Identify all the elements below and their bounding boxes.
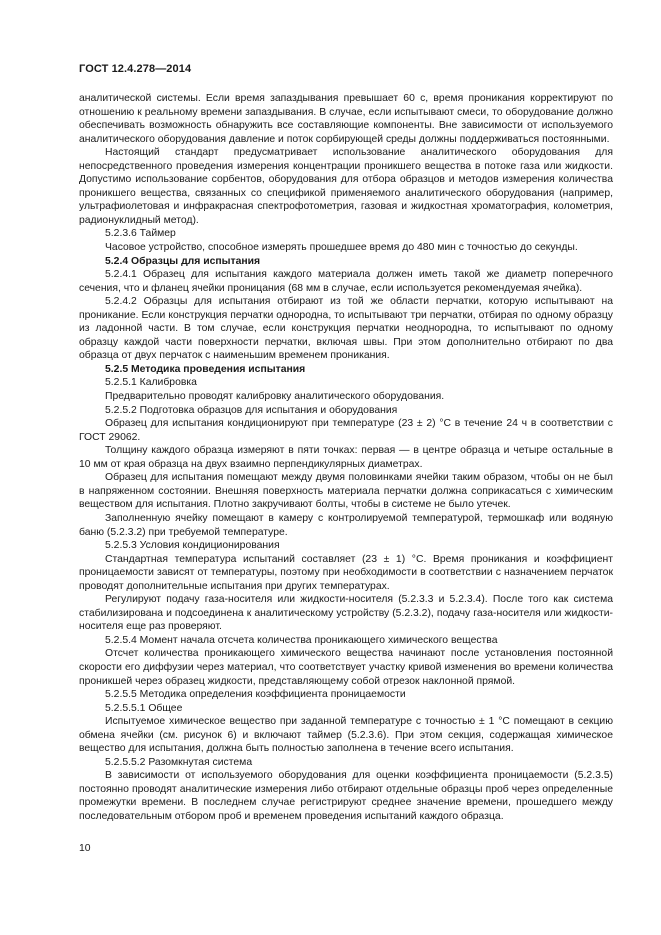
paragraph: Часовое устройство, способное измерять прошедшее время до 480 мин с точностью до секунды.: [105, 242, 578, 254]
section-heading: 5.2.3.6 Таймер: [105, 228, 176, 240]
paragraph: Предварительно проводят калибровку аналитического оборудования.: [105, 391, 445, 403]
standard-title: ГОСТ 12.4.278—2014: [79, 63, 192, 75]
section-heading: 5.2.5.3 Условия кондиционирования: [105, 540, 280, 552]
paragraph: Образец для испытания помещают между двумя половинками ячейки таким образом, чтобы он не был в напряженном состоянии. Внешняя поверхность материала перчатки должна соприкасаться с химическим веществом для испытания. Плотно закручивают болты, чтобы в системе не было утечек.: [79, 472, 613, 511]
section-heading: 5.2.5 Методика проведения испытания: [105, 363, 306, 375]
paragraph: 5.2.4.2 Образцы для испытания отбирают из той же области перчатки, которую испытывают на проникание. Если конструкция перчатки однородна, то испытывают три перчатки, отбирая по одному образцу из ладонной части. В том случае, если конструкция перчатки неоднородна, то испытывают по одному образцу каждой части поверхности перчатки, включая швы. При этом дополнительно отбирают по два образца от двух перчаток с наименьшим временем проникания.: [79, 296, 613, 362]
body-text: [79, 92, 613, 824]
paragraph: В зависимости от используемого оборудования для оценки коэффициента проницаемости (5.2.3.5) постоянно проводят аналитические измерения либо отбирают отдельные образцы проб через определенные промежутки времени. В последнем случае регистрируют среднее значение времени, прошедшего между последовательным отбором проб и временем проведения испытаний каждого образца.: [79, 770, 613, 822]
paragraph: Испытуемое химическое вещество при заданной температуре с точностью ± 1 °С помещают в секцию обмена ячейки (см. рисунок 6) и включают таймер (5.2.3.6). При этом секция, содержащая химическое вещество для испытания, должна быть полностью заполнена в течение всего испытания.: [79, 716, 613, 755]
paragraph: аналитической системы. Если время запаздывания превышает 60 с, время проникания корректируют по отношению к реальному времени запаздывания. В случае, если испытывают смеси, то оборудование должно обеспечивать возможность обнаружить все составляющие компоненты. Вне зависимости от используемого аналитического оборудования давление и поток сорбирующей среды должны поддерживаться постоянными.: [79, 93, 613, 145]
paragraph: Толщину каждого образца измеряют в пяти точках: первая — в центре образца и четыре остальные в 10 мм от края образца на двух взаимно перпендикулярных диаметрах.: [79, 445, 613, 470]
section-heading: 5.2.5.2 Подготовка образцов для испытания и оборудования: [105, 404, 398, 416]
section-heading: 5.2.5.1 Калибровка: [105, 377, 197, 389]
paragraph: Образец для испытания кондиционируют при температуре (23 ± 2) °С в течение 24 ч в соответствии с ГОСТ 29062.: [79, 418, 613, 443]
paragraph: Заполненную ячейку помещают в камеру с контролируемой температурой, термошкаф или водяную баню (5.2.3.2) при требуемой температуре.: [79, 512, 613, 538]
section-heading: 5.2.4 Образцы для испытания: [105, 255, 261, 267]
section-heading: 5.2.5.5.1 Общее: [105, 702, 183, 714]
paragraph: Стандартная температура испытаний составляет (23 ± 1) °С. Время проникания и коэффициент проницаемости зависят от температуры, поэтому при необходимости в соответствии с назначением перчаток проводят дополнительные испытания при других температурах.: [79, 553, 613, 592]
paragraph: Регулируют подачу газа-носителя или жидкости-носителя (5.2.3.3 и 5.2.3.4). После того как система стабилизирована и подсоединена к аналитическому устройству (5.2.3.2), подачу газа-носителя или жидкости-носителя еще раз проверяют.: [79, 594, 613, 633]
section-heading: 5.2.5.5.2 Разомкнутая система: [105, 756, 253, 768]
section-heading: 5.2.5.5 Методика определения коэффициента проницаемости: [105, 689, 406, 701]
paragraph: 5.2.4.1 Образец для испытания каждого материала должен иметь такой же диаметр поперечного сечения, что и фланец ячейки проницания (68 мм в случае, если используется рекомендуемая ячейка).: [79, 269, 613, 294]
page-number: 10: [79, 843, 91, 854]
section-heading: 5.2.5.4 Момент начала отсчета количества проникающего химического вещества: [105, 634, 498, 646]
paragraph: Настоящий стандарт предусматривает использование аналитического оборудования для непосредственного проведения измерения концентрации проникшего вещества в потоке газа или жидкости. Допустимо использование сорбентов, оборудования для отбора образцов и методов измерения количества проникшего вещества, связанных со спецификой применяемого аналитического оборудования (например, ультрафиолетовая и инфракрасная спектрофотометрия, газовая и жидкостная хроматография, колометрия, радионуклидный метод).: [79, 147, 613, 226]
paragraph: Отсчет количества проникающего химического вещества начинают после установления постоянной скорости его диффузии через материал, что соответствует участку кривой изменения во времени количества проникшей через образец жидкости, представляющему собой отрезок наклонной прямой.: [79, 648, 613, 687]
